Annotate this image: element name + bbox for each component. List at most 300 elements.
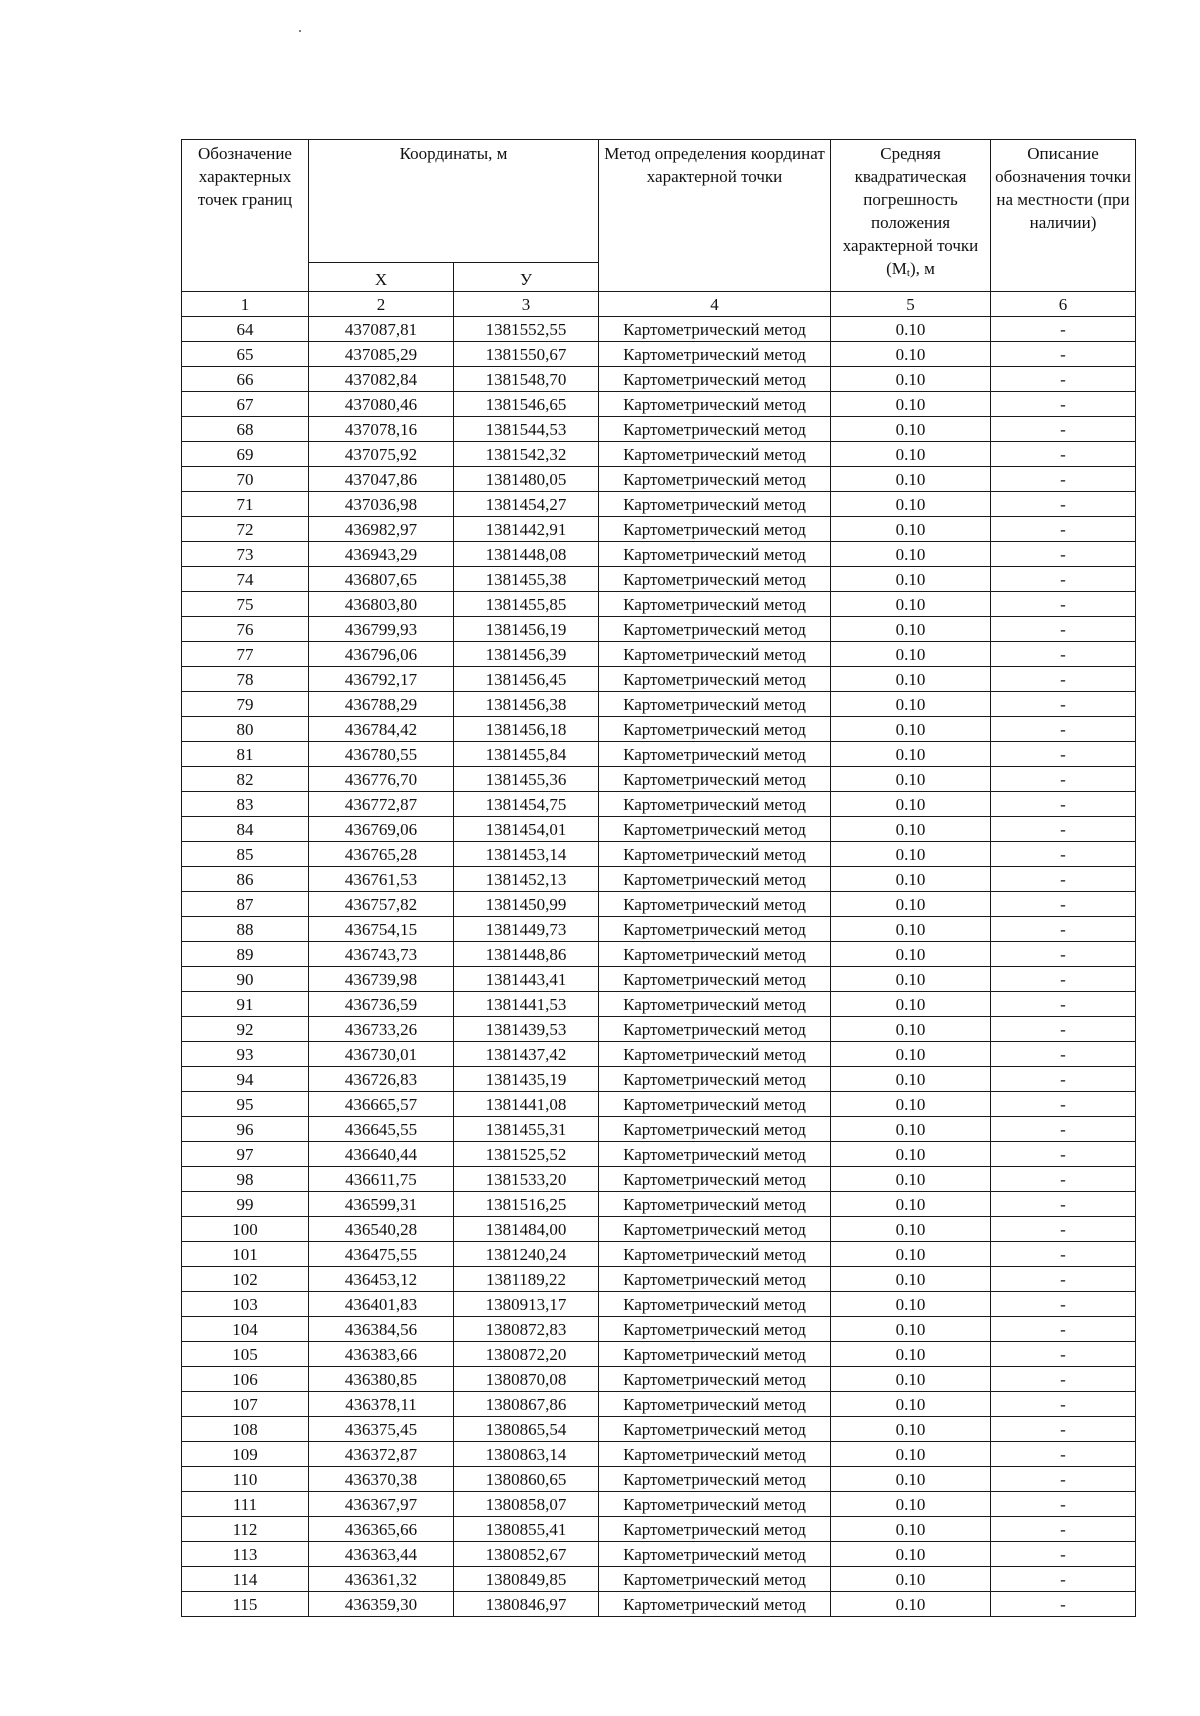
cell-point: 69 (182, 442, 309, 467)
cell-method: Картометрический метод (599, 992, 831, 1017)
cell-error: 0.10 (831, 967, 991, 992)
cell-description: - (991, 1592, 1136, 1617)
cell-x: 436645,55 (309, 1117, 454, 1142)
cell-x: 436754,15 (309, 917, 454, 942)
cell-y: 1381435,19 (454, 1067, 599, 1092)
cell-x: 436780,55 (309, 742, 454, 767)
cell-y: 1380849,85 (454, 1567, 599, 1592)
column-number: 6 (991, 292, 1136, 317)
table-row (182, 1192, 1136, 1217)
cell-description: - (991, 467, 1136, 492)
cell-x: 436540,28 (309, 1217, 454, 1242)
cell-method: Картометрический метод (599, 417, 831, 442)
cell-method: Картометрический метод (599, 967, 831, 992)
cell-description: - (991, 1567, 1136, 1592)
cell-description: - (991, 967, 1136, 992)
cell-method: Картометрический метод (599, 542, 831, 567)
cell-point: 95 (182, 1092, 309, 1117)
cell-point: 90 (182, 967, 309, 992)
table-row (182, 1292, 1136, 1317)
cell-method: Картометрический метод (599, 1442, 831, 1467)
cell-y: 1380855,41 (454, 1517, 599, 1542)
cell-x: 436380,85 (309, 1367, 454, 1392)
table-row (182, 492, 1136, 517)
cell-y: 1381455,38 (454, 567, 599, 592)
cell-method: Картометрический метод (599, 1592, 831, 1617)
cell-point: 68 (182, 417, 309, 442)
table-row (182, 1267, 1136, 1292)
cell-point: 107 (182, 1392, 309, 1417)
cell-method: Картометрический метод (599, 1167, 831, 1192)
cell-y: 1380870,08 (454, 1367, 599, 1392)
cell-x: 436788,29 (309, 692, 454, 717)
cell-x: 436383,66 (309, 1342, 454, 1367)
cell-y: 1380867,86 (454, 1392, 599, 1417)
cell-error: 0.10 (831, 717, 991, 742)
cell-description: - (991, 1517, 1136, 1542)
cell-method: Картометрический метод (599, 867, 831, 892)
cell-error: 0.10 (831, 1117, 991, 1142)
header-error-text: Средняя квадратическая погрешность положения характерной точки (M (842, 144, 979, 278)
cell-point: 76 (182, 617, 309, 642)
cell-x: 436367,97 (309, 1492, 454, 1517)
table-row (182, 617, 1136, 642)
cell-x: 436726,83 (309, 1067, 454, 1092)
cell-y: 1381455,36 (454, 767, 599, 792)
cell-method: Картометрический метод (599, 1242, 831, 1267)
cell-error: 0.10 (831, 1142, 991, 1167)
cell-point: 91 (182, 992, 309, 1017)
cell-error: 0.10 (831, 542, 991, 567)
cell-description: - (991, 492, 1136, 517)
cell-point: 73 (182, 542, 309, 567)
table-row (182, 1442, 1136, 1467)
cell-x: 436730,01 (309, 1042, 454, 1067)
cell-description: - (991, 1092, 1136, 1117)
cell-point: 80 (182, 717, 309, 742)
cell-description: - (991, 1217, 1136, 1242)
cell-error: 0.10 (831, 1042, 991, 1067)
cell-point: 67 (182, 392, 309, 417)
cell-point: 64 (182, 317, 309, 342)
cell-description: - (991, 742, 1136, 767)
cell-x: 436384,56 (309, 1317, 454, 1342)
column-number: 4 (599, 292, 831, 317)
cell-x: 436665,57 (309, 1092, 454, 1117)
cell-y: 1381525,52 (454, 1142, 599, 1167)
cell-point: 102 (182, 1267, 309, 1292)
table-row (182, 767, 1136, 792)
cell-description: - (991, 1267, 1136, 1292)
table-row (182, 1242, 1136, 1267)
table-row (182, 1592, 1136, 1617)
cell-x: 436757,82 (309, 892, 454, 917)
cell-point: 94 (182, 1067, 309, 1092)
cell-error: 0.10 (831, 517, 991, 542)
cell-x: 436772,87 (309, 792, 454, 817)
cell-method: Картометрический метод (599, 1092, 831, 1117)
column-number: 5 (831, 292, 991, 317)
cell-method: Картометрический метод (599, 342, 831, 367)
cell-method: Картометрический метод (599, 317, 831, 342)
cell-y: 1380863,14 (454, 1442, 599, 1467)
cell-y: 1381453,14 (454, 842, 599, 867)
cell-description: - (991, 817, 1136, 842)
cell-y: 1381442,91 (454, 517, 599, 542)
cell-y: 1381533,20 (454, 1167, 599, 1192)
cell-point: 83 (182, 792, 309, 817)
cell-error: 0.10 (831, 642, 991, 667)
column-number: 3 (454, 292, 599, 317)
cell-method: Картометрический метод (599, 667, 831, 692)
cell-method: Картометрический метод (599, 1117, 831, 1142)
cell-error: 0.10 (831, 1567, 991, 1592)
cell-method: Картометрический метод (599, 492, 831, 517)
cell-method: Картометрический метод (599, 817, 831, 842)
table-row (182, 1317, 1136, 1342)
table-row (182, 942, 1136, 967)
table-row (182, 1092, 1136, 1117)
cell-point: 99 (182, 1192, 309, 1217)
header-point: Обозначение характерных точек границ (182, 140, 309, 292)
cell-description: - (991, 992, 1136, 1017)
cell-point: 101 (182, 1242, 309, 1267)
cell-error: 0.10 (831, 1092, 991, 1117)
cell-x: 436796,06 (309, 642, 454, 667)
cell-method: Картометрический метод (599, 567, 831, 592)
cell-error: 0.10 (831, 842, 991, 867)
cell-x: 436372,87 (309, 1442, 454, 1467)
cell-method: Картометрический метод (599, 767, 831, 792)
cell-error: 0.10 (831, 892, 991, 917)
cell-error: 0.10 (831, 392, 991, 417)
cell-method: Картометрический метод (599, 1292, 831, 1317)
cell-x: 436776,70 (309, 767, 454, 792)
cell-error: 0.10 (831, 1517, 991, 1542)
table-row (182, 467, 1136, 492)
cell-point: 98 (182, 1167, 309, 1192)
header-method: Метод определения координат характерной точки (599, 140, 831, 292)
table-row (182, 1017, 1136, 1042)
cell-method: Картометрический метод (599, 742, 831, 767)
cell-error: 0.10 (831, 317, 991, 342)
cell-point: 97 (182, 1142, 309, 1167)
cell-method: Картометрический метод (599, 1517, 831, 1542)
cell-error: 0.10 (831, 1242, 991, 1267)
cell-x: 436599,31 (309, 1192, 454, 1217)
cell-description: - (991, 367, 1136, 392)
cell-point: 106 (182, 1367, 309, 1392)
cell-x: 436761,53 (309, 867, 454, 892)
cell-x: 436982,97 (309, 517, 454, 542)
header-error-unit: ), м (909, 259, 935, 278)
cell-method: Картометрический метод (599, 692, 831, 717)
cell-x: 436365,66 (309, 1517, 454, 1542)
header-coordinates: Координаты, м (309, 140, 599, 263)
table-row (182, 517, 1136, 542)
cell-y: 1381449,73 (454, 917, 599, 942)
cell-x: 436475,55 (309, 1242, 454, 1267)
cell-error: 0.10 (831, 1442, 991, 1467)
cell-method: Картометрический метод (599, 1267, 831, 1292)
cell-error: 0.10 (831, 942, 991, 967)
cell-y: 1381455,84 (454, 742, 599, 767)
cell-point: 81 (182, 742, 309, 767)
cell-method: Картометрический метод (599, 442, 831, 467)
cell-description: - (991, 1467, 1136, 1492)
cell-method: Картометрический метод (599, 1342, 831, 1367)
cell-description: - (991, 617, 1136, 642)
cell-y: 1380865,54 (454, 1417, 599, 1442)
cell-y: 1381448,08 (454, 542, 599, 567)
cell-description: - (991, 767, 1136, 792)
cell-error: 0.10 (831, 417, 991, 442)
cell-description: - (991, 1142, 1136, 1167)
cell-y: 1381456,18 (454, 717, 599, 742)
table-row (182, 1067, 1136, 1092)
cell-error: 0.10 (831, 467, 991, 492)
cell-point: 82 (182, 767, 309, 792)
cell-point: 115 (182, 1592, 309, 1617)
cell-x: 437047,86 (309, 467, 454, 492)
table-row (182, 317, 1136, 342)
table-row (182, 742, 1136, 767)
cell-method: Картометрический метод (599, 1567, 831, 1592)
cell-y: 1381546,65 (454, 392, 599, 417)
table-row (182, 867, 1136, 892)
cell-method: Картометрический метод (599, 1367, 831, 1392)
cell-x: 437078,16 (309, 417, 454, 442)
cell-method: Картометрический метод (599, 617, 831, 642)
cell-description: - (991, 867, 1136, 892)
cell-y: 1381456,19 (454, 617, 599, 642)
cell-description: - (991, 667, 1136, 692)
cell-error: 0.10 (831, 1167, 991, 1192)
table-row (182, 817, 1136, 842)
table-row (182, 1467, 1136, 1492)
cell-description: - (991, 1317, 1136, 1342)
cell-description: - (991, 842, 1136, 867)
table-row (182, 1367, 1136, 1392)
cell-point: 89 (182, 942, 309, 967)
cell-description: - (991, 917, 1136, 942)
cell-method: Картометрический метод (599, 367, 831, 392)
cell-x: 436363,44 (309, 1542, 454, 1567)
cell-point: 66 (182, 367, 309, 392)
cell-error: 0.10 (831, 1317, 991, 1342)
cell-error: 0.10 (831, 1292, 991, 1317)
cell-method: Картометрический метод (599, 842, 831, 867)
cell-description: - (991, 1542, 1136, 1567)
cell-y: 1381437,42 (454, 1042, 599, 1067)
cell-description: - (991, 892, 1136, 917)
cell-x: 436807,65 (309, 567, 454, 592)
cell-description: - (991, 942, 1136, 967)
cell-error: 0.10 (831, 1542, 991, 1567)
cell-point: 93 (182, 1042, 309, 1067)
cell-method: Картометрический метод (599, 1067, 831, 1092)
cell-point: 105 (182, 1342, 309, 1367)
cell-error: 0.10 (831, 342, 991, 367)
cell-x: 436401,83 (309, 1292, 454, 1317)
cell-point: 84 (182, 817, 309, 842)
cell-description: - (991, 392, 1136, 417)
cell-y: 1380860,65 (454, 1467, 599, 1492)
cell-x: 436375,45 (309, 1417, 454, 1442)
cell-x: 436733,26 (309, 1017, 454, 1042)
cell-method: Картометрический метод (599, 1142, 831, 1167)
cell-point: 74 (182, 567, 309, 592)
cell-y: 1381452,13 (454, 867, 599, 892)
table-row (182, 1117, 1136, 1142)
cell-point: 103 (182, 1292, 309, 1317)
cell-method: Картометрический метод (599, 792, 831, 817)
cell-error: 0.10 (831, 817, 991, 842)
cell-x: 437075,92 (309, 442, 454, 467)
cell-method: Картометрический метод (599, 717, 831, 742)
cell-x: 436361,32 (309, 1567, 454, 1592)
cell-x: 436769,06 (309, 817, 454, 842)
cell-error: 0.10 (831, 617, 991, 642)
cell-method: Картометрический метод (599, 892, 831, 917)
cell-description: - (991, 542, 1136, 567)
cell-x: 436453,12 (309, 1267, 454, 1292)
table-row (182, 792, 1136, 817)
cell-method: Картометрический метод (599, 642, 831, 667)
cell-error: 0.10 (831, 1492, 991, 1517)
cell-y: 1381441,53 (454, 992, 599, 1017)
cell-method: Картометрический метод (599, 917, 831, 942)
table-row (182, 417, 1136, 442)
cell-y: 1380872,83 (454, 1317, 599, 1342)
cell-point: 71 (182, 492, 309, 517)
cell-y: 1381455,31 (454, 1117, 599, 1142)
cell-description: - (991, 692, 1136, 717)
cell-method: Картометрический метод (599, 1317, 831, 1342)
header-description: Описание обозначения точки на местности (при наличии) (991, 140, 1136, 292)
cell-x: 437082,84 (309, 367, 454, 392)
scan-speck (299, 30, 301, 32)
header-error-subscript: t (906, 267, 910, 279)
cell-error: 0.10 (831, 1267, 991, 1292)
cell-description: - (991, 442, 1136, 467)
cell-description: - (991, 1042, 1136, 1067)
cell-error: 0.10 (831, 1192, 991, 1217)
cell-description: - (991, 317, 1136, 342)
cell-y: 1381441,08 (454, 1092, 599, 1117)
cell-method: Картометрический метод (599, 467, 831, 492)
cell-y: 1381450,99 (454, 892, 599, 917)
table-row (182, 917, 1136, 942)
cell-y: 1380858,07 (454, 1492, 599, 1517)
table-row (182, 1567, 1136, 1592)
table-row (182, 667, 1136, 692)
table-header (182, 140, 1136, 317)
cell-y: 1381454,27 (454, 492, 599, 517)
header-y: У (454, 263, 599, 292)
cell-point: 78 (182, 667, 309, 692)
cell-y: 1381443,41 (454, 967, 599, 992)
cell-description: - (991, 417, 1136, 442)
table-row (182, 692, 1136, 717)
cell-error: 0.10 (831, 767, 991, 792)
cell-description: - (991, 1417, 1136, 1442)
cell-error: 0.10 (831, 917, 991, 942)
cell-x: 436784,42 (309, 717, 454, 742)
cell-y: 1380846,97 (454, 1592, 599, 1617)
table-row (182, 342, 1136, 367)
cell-y: 1381552,55 (454, 317, 599, 342)
cell-method: Картометрический метод (599, 942, 831, 967)
cell-x: 436743,73 (309, 942, 454, 967)
cell-error: 0.10 (831, 742, 991, 767)
table-row (182, 1342, 1136, 1367)
cell-method: Картометрический метод (599, 1392, 831, 1417)
cell-description: - (991, 717, 1136, 742)
cell-y: 1381189,22 (454, 1267, 599, 1292)
cell-y: 1381456,45 (454, 667, 599, 692)
cell-x: 436799,93 (309, 617, 454, 642)
table-row (182, 1167, 1136, 1192)
table-row (182, 392, 1136, 417)
column-number-row (182, 292, 1136, 317)
cell-description: - (991, 517, 1136, 542)
header-error (831, 140, 991, 292)
cell-point: 114 (182, 1567, 309, 1592)
cell-x: 437080,46 (309, 392, 454, 417)
cell-description: - (991, 1017, 1136, 1042)
table-row (182, 442, 1136, 467)
cell-description: - (991, 1367, 1136, 1392)
cell-y: 1381456,39 (454, 642, 599, 667)
column-number: 1 (182, 292, 309, 317)
cell-x: 436370,38 (309, 1467, 454, 1492)
cell-method: Картометрический метод (599, 1192, 831, 1217)
cell-description: - (991, 1442, 1136, 1467)
cell-x: 436640,44 (309, 1142, 454, 1167)
cell-description: - (991, 1067, 1136, 1092)
cell-y: 1381240,24 (454, 1242, 599, 1267)
cell-y: 1381439,53 (454, 1017, 599, 1042)
cell-x: 436765,28 (309, 842, 454, 867)
cell-point: 85 (182, 842, 309, 867)
cell-error: 0.10 (831, 1017, 991, 1042)
cell-error: 0.10 (831, 592, 991, 617)
cell-point: 109 (182, 1442, 309, 1467)
cell-point: 113 (182, 1542, 309, 1567)
cell-point: 87 (182, 892, 309, 917)
cell-x: 436736,59 (309, 992, 454, 1017)
cell-error: 0.10 (831, 692, 991, 717)
cell-method: Картометрический метод (599, 517, 831, 542)
cell-x: 437036,98 (309, 492, 454, 517)
table-row (182, 967, 1136, 992)
cell-method: Картометрический метод (599, 392, 831, 417)
cell-error: 0.10 (831, 492, 991, 517)
table-row (182, 1042, 1136, 1067)
cell-error: 0.10 (831, 1392, 991, 1417)
coordinates-table (181, 139, 1136, 1617)
cell-x: 437085,29 (309, 342, 454, 367)
cell-method: Картометрический метод (599, 1417, 831, 1442)
cell-method: Картометрический метод (599, 1017, 831, 1042)
cell-y: 1381544,53 (454, 417, 599, 442)
table-row (182, 367, 1136, 392)
table-row (182, 1517, 1136, 1542)
cell-error: 0.10 (831, 1067, 991, 1092)
table-row (182, 1142, 1136, 1167)
cell-point: 88 (182, 917, 309, 942)
